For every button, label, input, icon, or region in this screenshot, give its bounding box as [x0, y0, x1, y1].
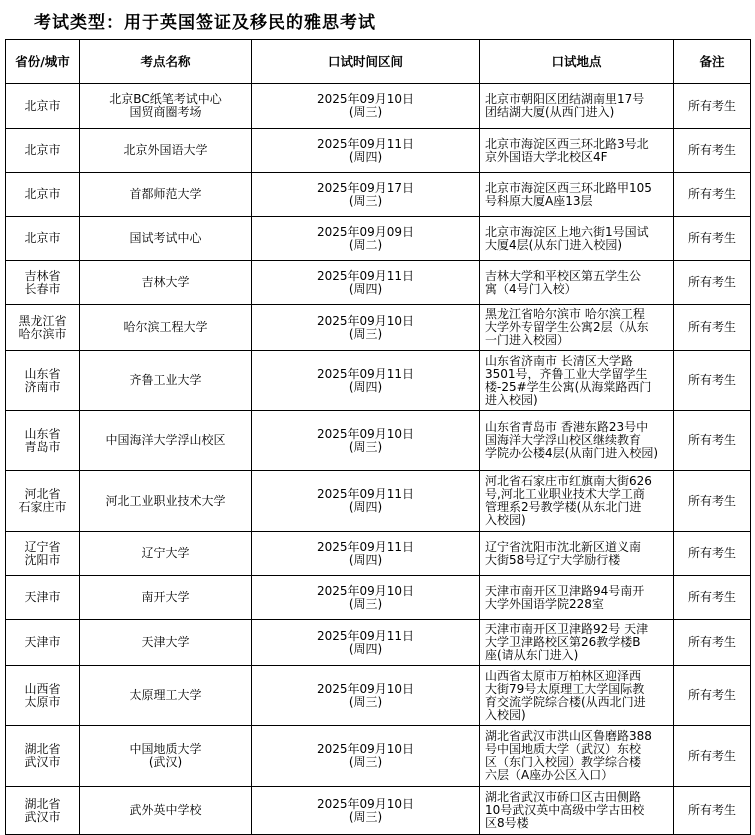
cell-speaking-location: 河北省石家庄市红旗南大街626 号,河北工业职业技术大学工商 管理系2号教学楼(从东北门进 入校园) — [480, 471, 674, 532]
cell-note: 所有考生 — [674, 411, 751, 471]
cell-note: 所有考生 — [674, 129, 751, 173]
cell-speaking-date: 2025年09月10日 (周三) — [252, 787, 480, 835]
cell-city: 辽宁省 沈阳市 — [6, 532, 80, 576]
cell-speaking-location: 天津市南开区卫津路94号南开 大学外国语学院228室 — [480, 576, 674, 620]
cell-speaking-location: 天津市南开区卫津路92号 天津 大学卫津路校区第26教学楼B 座(请从东门进入) — [480, 620, 674, 666]
cell-venue: 北京BC纸笔考试中心 国贸商圈考场 — [80, 84, 252, 129]
cell-venue: 天津大学 — [80, 620, 252, 666]
cell-speaking-location: 辽宁省沈阳市沈北新区道义南 大街58号辽宁大学励行楼 — [480, 532, 674, 576]
table-body — [6, 84, 751, 835]
cell-city: 山东省 济南市 — [6, 351, 80, 411]
cell-venue: 哈尔滨工程大学 — [80, 305, 252, 351]
cell-speaking-date: 2025年09月10日 (周三) — [252, 726, 480, 787]
table-row — [6, 84, 751, 129]
cell-venue: 首都师范大学 — [80, 173, 252, 217]
table-row — [6, 173, 751, 217]
cell-city: 天津市 — [6, 620, 80, 666]
cell-note: 所有考生 — [674, 351, 751, 411]
table-row — [6, 411, 751, 471]
table-row — [6, 726, 751, 787]
cell-venue: 太原理工大学 — [80, 666, 252, 726]
cell-speaking-location: 山东省济南市 长清区大学路 3501号，齐鲁工业大学留学生 楼-25#学生公寓(从海棠路西门 进入校园) — [480, 351, 674, 411]
cell-note: 所有考生 — [674, 305, 751, 351]
cell-speaking-location: 北京市海淀区西三环北路甲105 号科原大厦A座13层 — [480, 173, 674, 217]
column-header-note: 备注 — [674, 40, 751, 84]
column-header-speaking-date: 口试时间区间 — [252, 40, 480, 84]
cell-note: 所有考生 — [674, 173, 751, 217]
cell-note: 所有考生 — [674, 217, 751, 261]
cell-city: 黑龙江省 哈尔滨市 — [6, 305, 80, 351]
cell-venue: 辽宁大学 — [80, 532, 252, 576]
cell-speaking-date: 2025年09月11日 (周四) — [252, 532, 480, 576]
cell-city: 湖北省 武汉市 — [6, 726, 80, 787]
cell-speaking-date: 2025年09月11日 (周四) — [252, 620, 480, 666]
table-row — [6, 129, 751, 173]
cell-city: 北京市 — [6, 217, 80, 261]
table-row — [6, 351, 751, 411]
cell-venue: 中国海洋大学浮山校区 — [80, 411, 252, 471]
cell-speaking-location: 湖北省武汉市洪山区鲁磨路388 号中国地质大学（武汉）东校 区（东门入校园）教学综合楼 六层（A座办公区入口） — [480, 726, 674, 787]
cell-note: 所有考生 — [674, 261, 751, 305]
cell-city: 天津市 — [6, 576, 80, 620]
cell-note: 所有考生 — [674, 666, 751, 726]
table-row — [6, 217, 751, 261]
table-row — [6, 666, 751, 726]
cell-city: 湖北省 武汉市 — [6, 787, 80, 835]
cell-speaking-date: 2025年09月11日 (周四) — [252, 351, 480, 411]
exam-venue-table — [5, 39, 751, 835]
cell-speaking-location: 北京市海淀区上地六街1号国试 大厦4层(从东门进入校园) — [480, 217, 674, 261]
cell-note: 所有考生 — [674, 84, 751, 129]
column-header-city: 省份/城市 — [6, 40, 80, 84]
cell-venue: 国试考试中心 — [80, 217, 252, 261]
table-row — [6, 532, 751, 576]
cell-speaking-location: 黑龙江省哈尔滨市 哈尔滨工程 大学外专留学生公寓2层（从东 一门进入校园） — [480, 305, 674, 351]
cell-speaking-date: 2025年09月10日 (周三) — [252, 84, 480, 129]
cell-venue: 武外英中学校 — [80, 787, 252, 835]
cell-city: 北京市 — [6, 129, 80, 173]
table-row — [6, 787, 751, 835]
cell-speaking-location: 北京市朝阳区团结湖南里17号 团结湖大厦(从西门进入) — [480, 84, 674, 129]
cell-city: 山东省 青岛市 — [6, 411, 80, 471]
table-row — [6, 471, 751, 532]
cell-venue: 齐鲁工业大学 — [80, 351, 252, 411]
cell-speaking-date: 2025年09月11日 (周四) — [252, 129, 480, 173]
cell-speaking-date: 2025年09月11日 (周四) — [252, 261, 480, 305]
table-row — [6, 576, 751, 620]
exam-venue-table-container — [5, 39, 750, 835]
column-header-speaking-location: 口试地点 — [480, 40, 674, 84]
cell-venue: 北京外国语大学 — [80, 129, 252, 173]
cell-note: 所有考生 — [674, 726, 751, 787]
column-header-venue: 考点名称 — [80, 40, 252, 84]
cell-speaking-location: 吉林大学和平校区第五学生公 寓（4号门入校） — [480, 261, 674, 305]
cell-speaking-date: 2025年09月10日 (周三) — [252, 666, 480, 726]
cell-speaking-location: 湖北省武汉市硚口区古田侧路 10号武汉英中高级中学古田校 区8号楼 — [480, 787, 674, 835]
cell-speaking-date: 2025年09月09日 (周二) — [252, 217, 480, 261]
cell-note: 所有考生 — [674, 471, 751, 532]
cell-city: 吉林省 长春市 — [6, 261, 80, 305]
cell-venue: 吉林大学 — [80, 261, 252, 305]
cell-speaking-location: 山东省青岛市 香港东路23号中 国海洋大学浮山校区继续教育 学院办公楼4层(从南门进入校园) — [480, 411, 674, 471]
cell-note: 所有考生 — [674, 532, 751, 576]
cell-note: 所有考生 — [674, 620, 751, 666]
cell-speaking-location: 北京市海淀区西三环北路3号北 京外国语大学北校区4F — [480, 129, 674, 173]
cell-venue: 中国地质大学 (武汉) — [80, 726, 252, 787]
cell-city: 北京市 — [6, 173, 80, 217]
cell-speaking-location: 山西省太原市万柏林区迎泽西 大街79号太原理工大学国际教 育交流学院综合楼(从西北门进 入校园) — [480, 666, 674, 726]
cell-speaking-date: 2025年09月17日 (周三) — [252, 173, 480, 217]
table-row — [6, 261, 751, 305]
page-title: 考试类型：用于英国签证及移民的雅思考试 — [34, 13, 376, 33]
table-row — [6, 305, 751, 351]
cell-venue: 南开大学 — [80, 576, 252, 620]
cell-speaking-date: 2025年09月11日 (周四) — [252, 471, 480, 532]
cell-note: 所有考生 — [674, 576, 751, 620]
cell-speaking-date: 2025年09月10日 (周三) — [252, 305, 480, 351]
cell-city: 河北省 石家庄市 — [6, 471, 80, 532]
table-header-row — [6, 40, 751, 84]
cell-city: 山西省 太原市 — [6, 666, 80, 726]
table-row — [6, 620, 751, 666]
cell-note: 所有考生 — [674, 787, 751, 835]
cell-speaking-date: 2025年09月10日 (周三) — [252, 411, 480, 471]
cell-city: 北京市 — [6, 84, 80, 129]
cell-venue: 河北工业职业技术大学 — [80, 471, 252, 532]
cell-speaking-date: 2025年09月10日 (周三) — [252, 576, 480, 620]
